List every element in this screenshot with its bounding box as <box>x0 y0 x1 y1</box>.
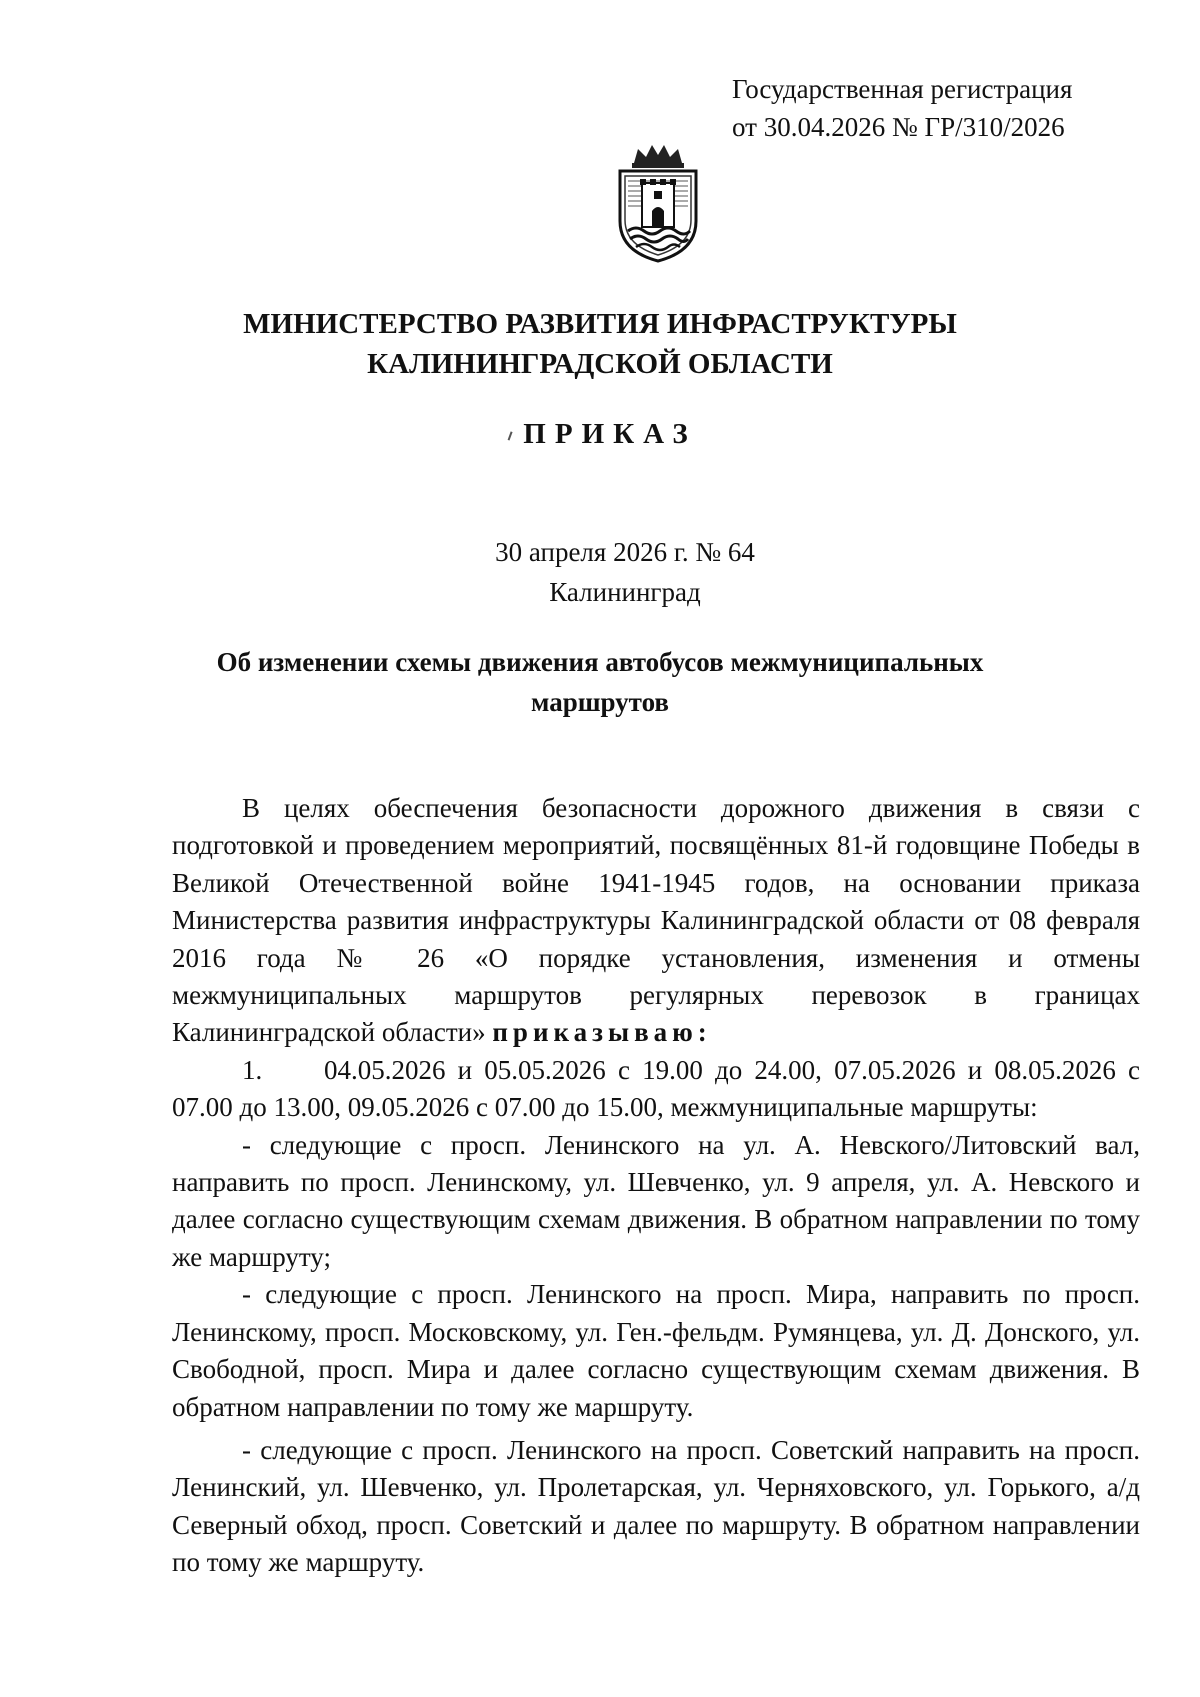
item-1-text: 04.05.2026 и 05.05.2026 с 19.00 до 24.00, 07.05.2026 и 08.05.2026 с 07.00 до 13.00, 09.05.2026 с 07.00 до 15.00, межмуниципальные маршруты: <box>172 1054 1140 1123</box>
ministry-name <box>0 304 1200 384</box>
order-subject-line-2: маршрутов <box>531 687 669 717</box>
ministry-name-line-2: КАЛИНИНГРАДСКОЙ ОБЛАСТИ <box>367 348 833 380</box>
bullet-1-paragraph: - следующие с просп. Ленинского на ул. А. Невского/Литовский вал, направить по просп. Ленинскому, ул. Шевченко, ул. 9 апреля, ул. А. Невского и далее согласно существующим схемам движения. В обратном направлении по тому же маршруту; <box>172 1129 1140 1272</box>
item-1-number: 1. <box>242 1054 263 1085</box>
registration-line-2: от 30.04.2026 № ГР/310/2026 <box>732 112 1065 142</box>
coat-of-arms-icon <box>612 143 704 263</box>
order-city: Калининград <box>549 577 701 607</box>
order-word: приказываю: <box>492 1017 712 1048</box>
intro-paragraph <box>172 790 1140 1052</box>
order-subject <box>0 642 1200 722</box>
ministry-name-line-1: МИНИСТЕРСТВО РАЗВИТИЯ ИНФРАСТРУКТУРЫ <box>243 308 957 340</box>
item-1-paragraph <box>172 1052 1140 1127</box>
order-body <box>172 790 1140 1582</box>
order-date: 30 апреля 2026 г. № 64 <box>495 537 755 567</box>
registration-stamp <box>732 70 1072 146</box>
bullet-2-paragraph: - следующие с просп. Ленинского на просп. Мира, направить по просп. Ленинскому, просп. Московскому, ул. Ген.-фельдм. Румянцева, ул. Д. Донского, ул. Свободной, просп. Мира и далее согласно существующим схемам движения. В обратном направлении по тому же маршруту. <box>172 1279 1140 1422</box>
intro-text: В целях обеспечения безопасности дорожного движения в связи с подготовкой и проведением мероприятий, посвящённых 81-й годовщине Победы в Великой Отечественной войне 1941-1945 годов, на основании приказа Министерства развития инфраструктуры Калининградской области от 08 февраля 2016 года № 26 «О порядке установления, изменения и отмены межмуниципальных маршрутов регулярных перевозок в границах Калининградской области» <box>172 793 1140 1048</box>
order-date-and-number <box>0 532 1200 612</box>
document-type-heading: ПРИКАЗ <box>523 418 697 450</box>
registration-line-1: Государственная регистрация <box>732 74 1073 104</box>
order-subject-line-1: Об изменении схемы движения автобусов межмуниципальных <box>216 647 984 677</box>
bullet-3-paragraph: - следующие с просп. Ленинского на просп. Советский направить на просп. Ленинский, ул. Шевченко, ул. Пролетарская, ул. Черняховского, ул. Горького, а/д Северный обход, просп. Советский и далее по маршруту. В обратном направлении по тому же маршруту. <box>172 1434 1140 1578</box>
